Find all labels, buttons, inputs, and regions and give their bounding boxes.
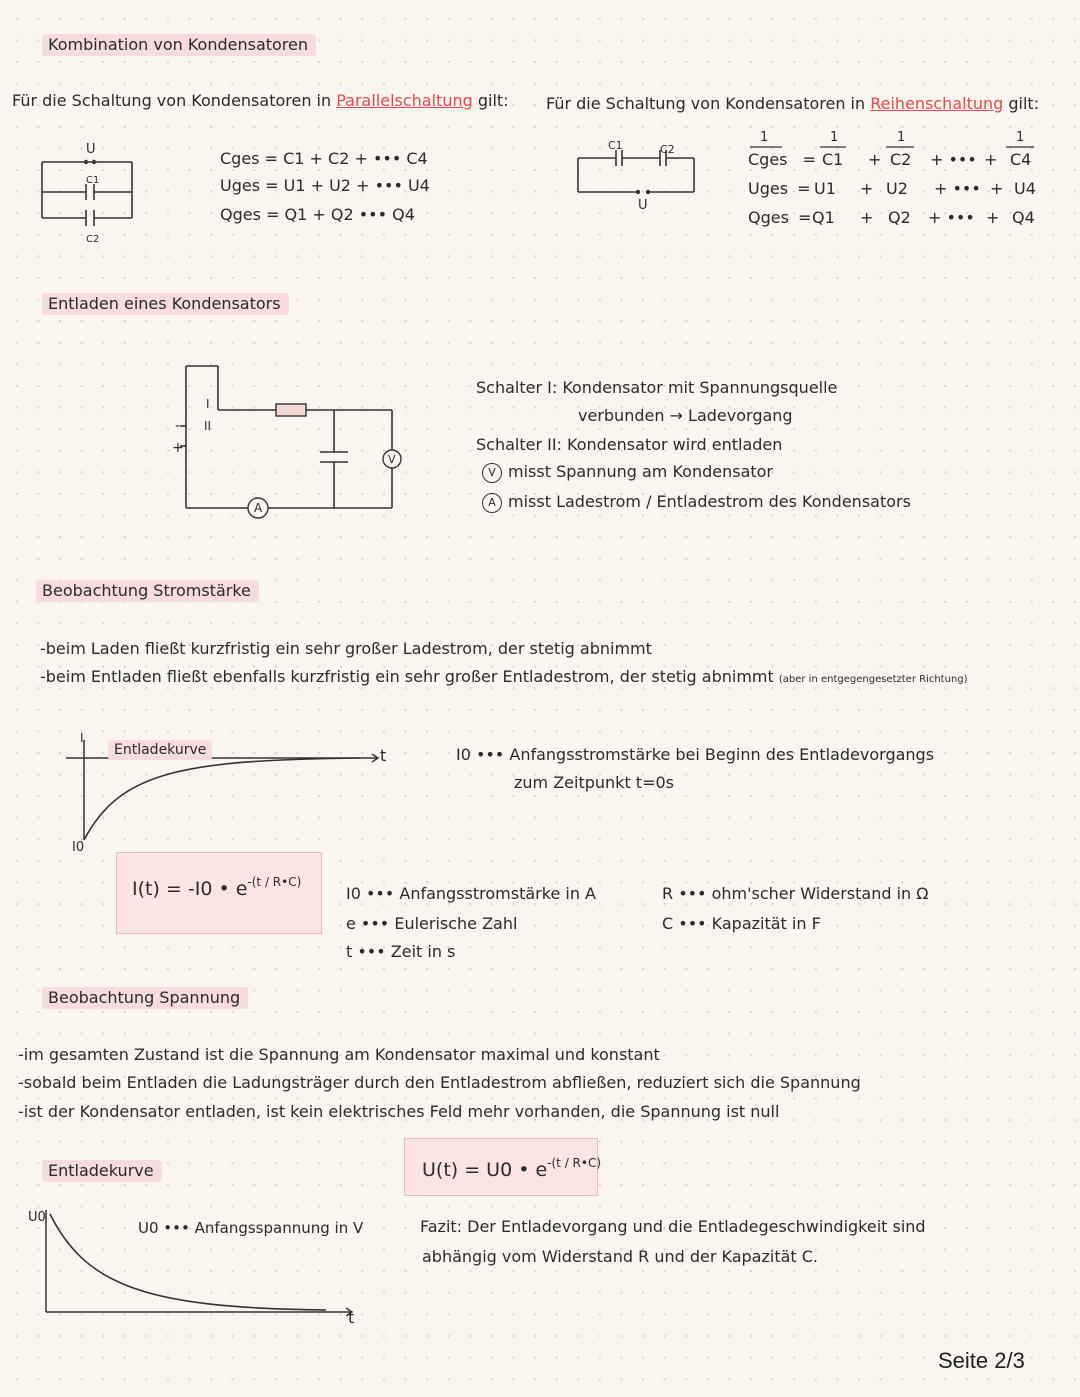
series-fraction-numerator: 1 xyxy=(897,130,906,145)
series-row-q xyxy=(748,208,811,228)
parallel-intro-text: Für die Schaltung von Kondensatoren in xyxy=(12,91,332,110)
fazit-line-2: abhängig vom Widerstand R und der Kapazität C. xyxy=(422,1247,819,1266)
switch1-note-cont: verbunden → Ladevorgang xyxy=(578,406,793,425)
terminal-dot xyxy=(92,160,96,164)
series-term: C2 xyxy=(890,150,912,169)
ammeter-note xyxy=(482,492,911,513)
voltage-formula-exponent: -(t / R•C) xyxy=(547,1156,602,1170)
terminal-dot xyxy=(636,190,640,194)
series-plus: + xyxy=(984,150,998,169)
voltmeter-note-text: misst Spannung am Kondensator xyxy=(508,462,774,481)
parallel-formula-c: Cges = C1 + C2 + ••• C4 xyxy=(220,149,428,168)
legend-t: t ••• Zeit in s xyxy=(346,942,456,961)
series-plus: + xyxy=(860,179,874,198)
current-curve xyxy=(84,758,360,840)
switch2-note: Schalter II: Kondensator wird entladen xyxy=(476,435,783,454)
series-term: Q2 xyxy=(888,208,911,227)
series-term: C1 xyxy=(822,150,844,169)
voltage-obs-1: -im gesamten Zustand ist die Spannung am Kondensator maximal und konstant xyxy=(18,1045,660,1064)
voltmeter-label: V xyxy=(388,453,396,466)
series-row-c xyxy=(748,150,816,170)
current-formula-exponent: -(t / R•C) xyxy=(247,875,302,889)
series-term: Q1 xyxy=(812,208,835,227)
direction-note: (aber in entgegengesetzter Richtung) xyxy=(778,674,968,685)
parallel-formula-q: Qges = Q1 + Q2 ••• Q4 xyxy=(220,205,415,224)
series-lhs: Cges xyxy=(748,150,788,169)
series-lhs: Qges xyxy=(748,208,789,227)
terminal-minus: - xyxy=(175,418,181,434)
series-circuit-diagram xyxy=(572,134,702,214)
series-eq: = xyxy=(798,208,812,227)
series-plus: + xyxy=(860,208,874,227)
series-term: Q4 xyxy=(1012,208,1035,227)
series-fraction-numerator: 1 xyxy=(830,130,839,145)
series-label-c1: C1 xyxy=(608,139,623,152)
voltage-graph-y-axis: U0 xyxy=(28,1210,46,1225)
section-title-discharge: Entladen eines Kondensators xyxy=(42,293,289,315)
series-keyword: Reihenschaltung xyxy=(870,94,1004,113)
series-intro-suffix: gilt: xyxy=(1008,94,1040,113)
parallel-formula-u: Uges = U1 + U2 + ••• U4 xyxy=(220,176,430,195)
series-dots: + ••• xyxy=(930,150,977,169)
parallel-keyword: Parallelschaltung xyxy=(336,91,473,110)
series-plus: + xyxy=(868,150,882,169)
section-title-voltage: Beobachtung Spannung xyxy=(42,987,248,1009)
voltage-formula-base: U(t) = U0 • e xyxy=(422,1159,548,1181)
parallel-label-c2: C2 xyxy=(86,234,100,245)
page-number: Seite 2/3 xyxy=(938,1348,1025,1373)
parallel-label-u: U xyxy=(86,142,96,157)
series-dots: + ••• xyxy=(928,208,975,227)
current-graph-title: Entladekurve xyxy=(108,740,212,760)
current-graph-y-axis: I xyxy=(80,731,84,745)
discharge-circuit-diagram xyxy=(166,360,416,525)
terminal-plus: + xyxy=(172,440,184,456)
voltmeter-note xyxy=(482,462,773,483)
legend-r: R ••• ohm'scher Widerstand in Ω xyxy=(662,884,929,903)
current-graph-x-axis: t xyxy=(380,746,387,765)
current-formula-base: I(t) = -I0 • e xyxy=(132,878,248,900)
series-fraction-numerator: 1 xyxy=(1016,130,1025,145)
series-intro-text: Für die Schaltung von Kondensatoren in xyxy=(546,94,866,113)
parallel-intro xyxy=(12,91,509,111)
current-obs-discharge-text: -beim Entladen fließt ebenfalls kurzfristig ein sehr großer Entladestrom, der stetig abnimmt xyxy=(40,667,774,686)
series-term: C4 xyxy=(1010,150,1032,169)
parallel-label-c1: C1 xyxy=(86,175,100,186)
series-lhs: Uges xyxy=(748,179,789,198)
series-plus: + xyxy=(986,208,1000,227)
voltage-graph-x-axis: t xyxy=(348,1308,355,1327)
series-term: U1 xyxy=(814,179,836,198)
legend-i0: I0 ••• Anfangsstromstärke in A xyxy=(346,884,596,903)
series-plus: + xyxy=(990,179,1004,198)
ammeter-note-text: misst Ladestrom / Entladestrom des Kondensators xyxy=(508,492,911,511)
legend-c: C ••• Kapazität in F xyxy=(662,914,821,933)
current-formula xyxy=(132,877,301,903)
voltage-obs-3: -ist der Kondensator entladen, ist kein elektrisches Feld mehr vorhanden, die Spannung ist null xyxy=(18,1102,780,1121)
series-intro xyxy=(546,94,1039,114)
series-fraction-numerator: 1 xyxy=(760,130,769,145)
terminal-dot xyxy=(646,190,650,194)
current-obs-charge: -beim Laden fließt kurzfristig ein sehr großer Ladestrom, der stetig abnimmt xyxy=(40,639,652,658)
i0-definition: I0 ••• Anfangsstromstärke bei Beginn des Entladevorgangs xyxy=(456,745,935,764)
series-eq: = xyxy=(802,150,817,169)
series-row-u xyxy=(748,179,811,199)
resistor xyxy=(276,404,306,416)
voltage-obs-2: -sobald beim Entladen die Ladungsträger durch den Entladestrom abfließen, reduziert sich die Spannung xyxy=(18,1073,861,1092)
current-graph-start-label: I0 xyxy=(72,840,85,855)
switch-label-1: I xyxy=(206,397,210,411)
series-label-u: U xyxy=(638,198,648,213)
ammeter-symbol: A xyxy=(482,493,502,513)
voltage-graph-title: Entladekurve xyxy=(42,1160,162,1182)
series-dots: + ••• xyxy=(934,179,981,198)
legend-e: e ••• Eulerische Zahl xyxy=(346,914,518,933)
switch1-note: Schalter I: Kondensator mit Spannungsquelle xyxy=(476,378,838,397)
section-title-current: Beobachtung Stromstärke xyxy=(36,580,259,602)
terminal-dot xyxy=(84,160,88,164)
ammeter-label: A xyxy=(254,501,263,515)
series-term: U4 xyxy=(1014,179,1036,198)
voltage-formula xyxy=(422,1158,601,1184)
series-eq: = xyxy=(797,179,811,198)
switch-label-2: II xyxy=(204,419,212,433)
current-obs-discharge xyxy=(40,667,968,690)
series-label-c2: C2 xyxy=(660,143,675,156)
voltmeter-symbol: V xyxy=(482,463,502,483)
parallel-intro-suffix: gilt: xyxy=(477,91,509,110)
u0-note: U0 ••• Anfangsspannung in V xyxy=(138,1219,364,1237)
i0-definition-time: zum Zeitpunkt t=0s xyxy=(514,773,674,792)
series-term: U2 xyxy=(886,179,908,198)
fazit-line-1: Fazit: Der Entladevorgang und die Entladegeschwindigkeit sind xyxy=(420,1217,926,1236)
section-title-combination: Kombination von Kondensatoren xyxy=(42,34,316,56)
